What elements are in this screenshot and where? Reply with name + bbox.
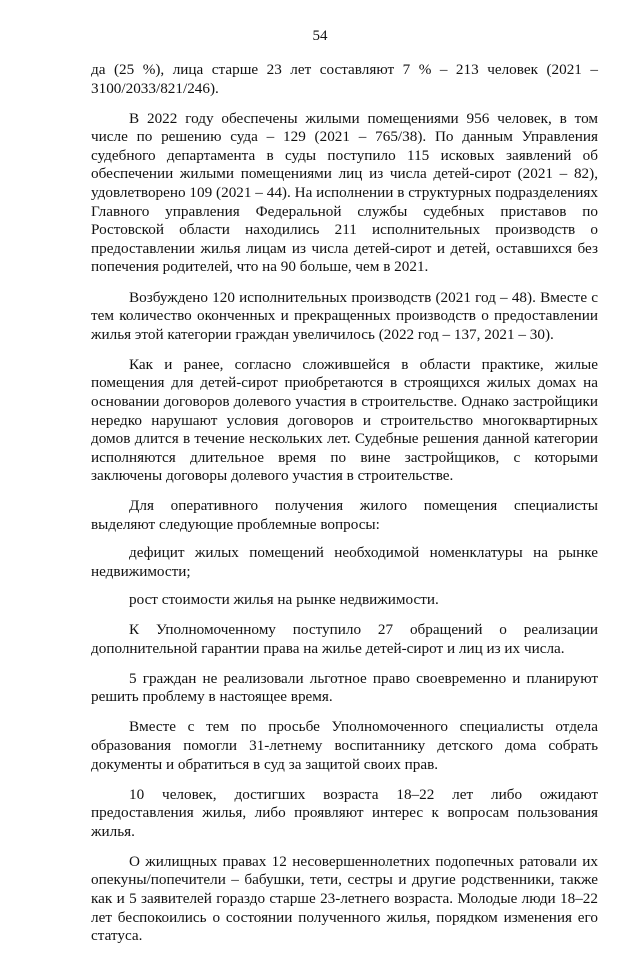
paragraph-continuation: да (25 %), лица старше 23 лет составляют 7 % – 213 человек (2021 – 3100/2033/821/246). xyxy=(91,61,598,97)
paragraph-unrealized-right: 5 граждан не реализовали льготное право своевременно и планируют решить проблему в настоящее время. xyxy=(91,669,598,706)
paragraph-education-department-help: Вместе с тем по просьбе Уполномоченного специалисты отдела образования помогли 31-летнему воспитаннику детского дома собрать документы и обратиться в суд за защитой своих прав. xyxy=(91,718,598,773)
paragraph-guardians: О жилищных правах 12 несовершеннолетних подопечных ратовали их опекуны/попечители – бабушки, тети, сестры и другие родственники, также как и 5 заявителей гораздо старше 23-летнего возраста. Молодые люди 18–22 лет беспокоились о состоянии полученного жилья, порядком изменения его статуса. xyxy=(91,852,598,945)
list-item-housing-deficit: дефицит жилых помещений необходимой номенклатуры на рынке недвижимости; xyxy=(91,544,598,580)
paragraph-housing-provision: В 2022 году обеспечены жилыми помещениями 956 человек, в том числе по решению суда – 129 (2021 – 765/38). По данным Управления судебного департамента в суды поступило 115 исковых заявлений об обеспечении жилыми помещениями лиц из числа детей-сирот (2021 – 82), удовлетворено 109 (2021 – 44). На исполнении в структурных подразделениях Главного управления Федеральной службы судебных приставов по Ростовской области находились 211 исполнительных производств о предоставлении жилья лицам из числа детей-сирот и детей, оставшихся без попечения родителей, что на 90 больше, чем в 2021. xyxy=(91,109,598,276)
paragraph-age-18-22: 10 человек, достигших возраста 18–22 лет либо ожидают предоставления жилья, либо проявляют интерес к вопросам пользования жилья. xyxy=(91,785,598,840)
paragraph-enforcement-proceedings: Возбуждено 120 исполнительных производств (2021 год – 48). Вместе с тем количество оконченных и прекращенных производств о предоставлении жилья этой категории граждан увеличилось (2022 год – 137, 2021 – 30). xyxy=(91,288,598,343)
document-body xyxy=(91,61,598,957)
page-number: 54 xyxy=(312,28,328,44)
paragraph-problem-issues: Для оперативного получения жилого помещения специалисты выделяют следующие проблемные вопросы: xyxy=(91,497,598,534)
list-item-price-growth: рост стоимости жилья на рынке недвижимости. xyxy=(129,590,439,608)
paragraph-ombudsman-appeals: К Уполномоченному поступило 27 обращений о реализации дополнительной гарантии права на жилье детей-сирот и лиц из их числа. xyxy=(91,620,598,657)
paragraph-shared-construction: Как и ранее, согласно сложившейся в области практике, жилые помещения для детей-сирот приобретаются в строящихся жилых домах на основании договоров долевого участия в строительстве. Однако застройщики нередко нарушают условия договоров и строительство многоквартирных домов длится в течение нескольких лет. Судебные решения данной категории исполняются длительное время по вине застройщиков, с которыми заключены договоры долевого участия в строительстве. xyxy=(91,355,598,485)
